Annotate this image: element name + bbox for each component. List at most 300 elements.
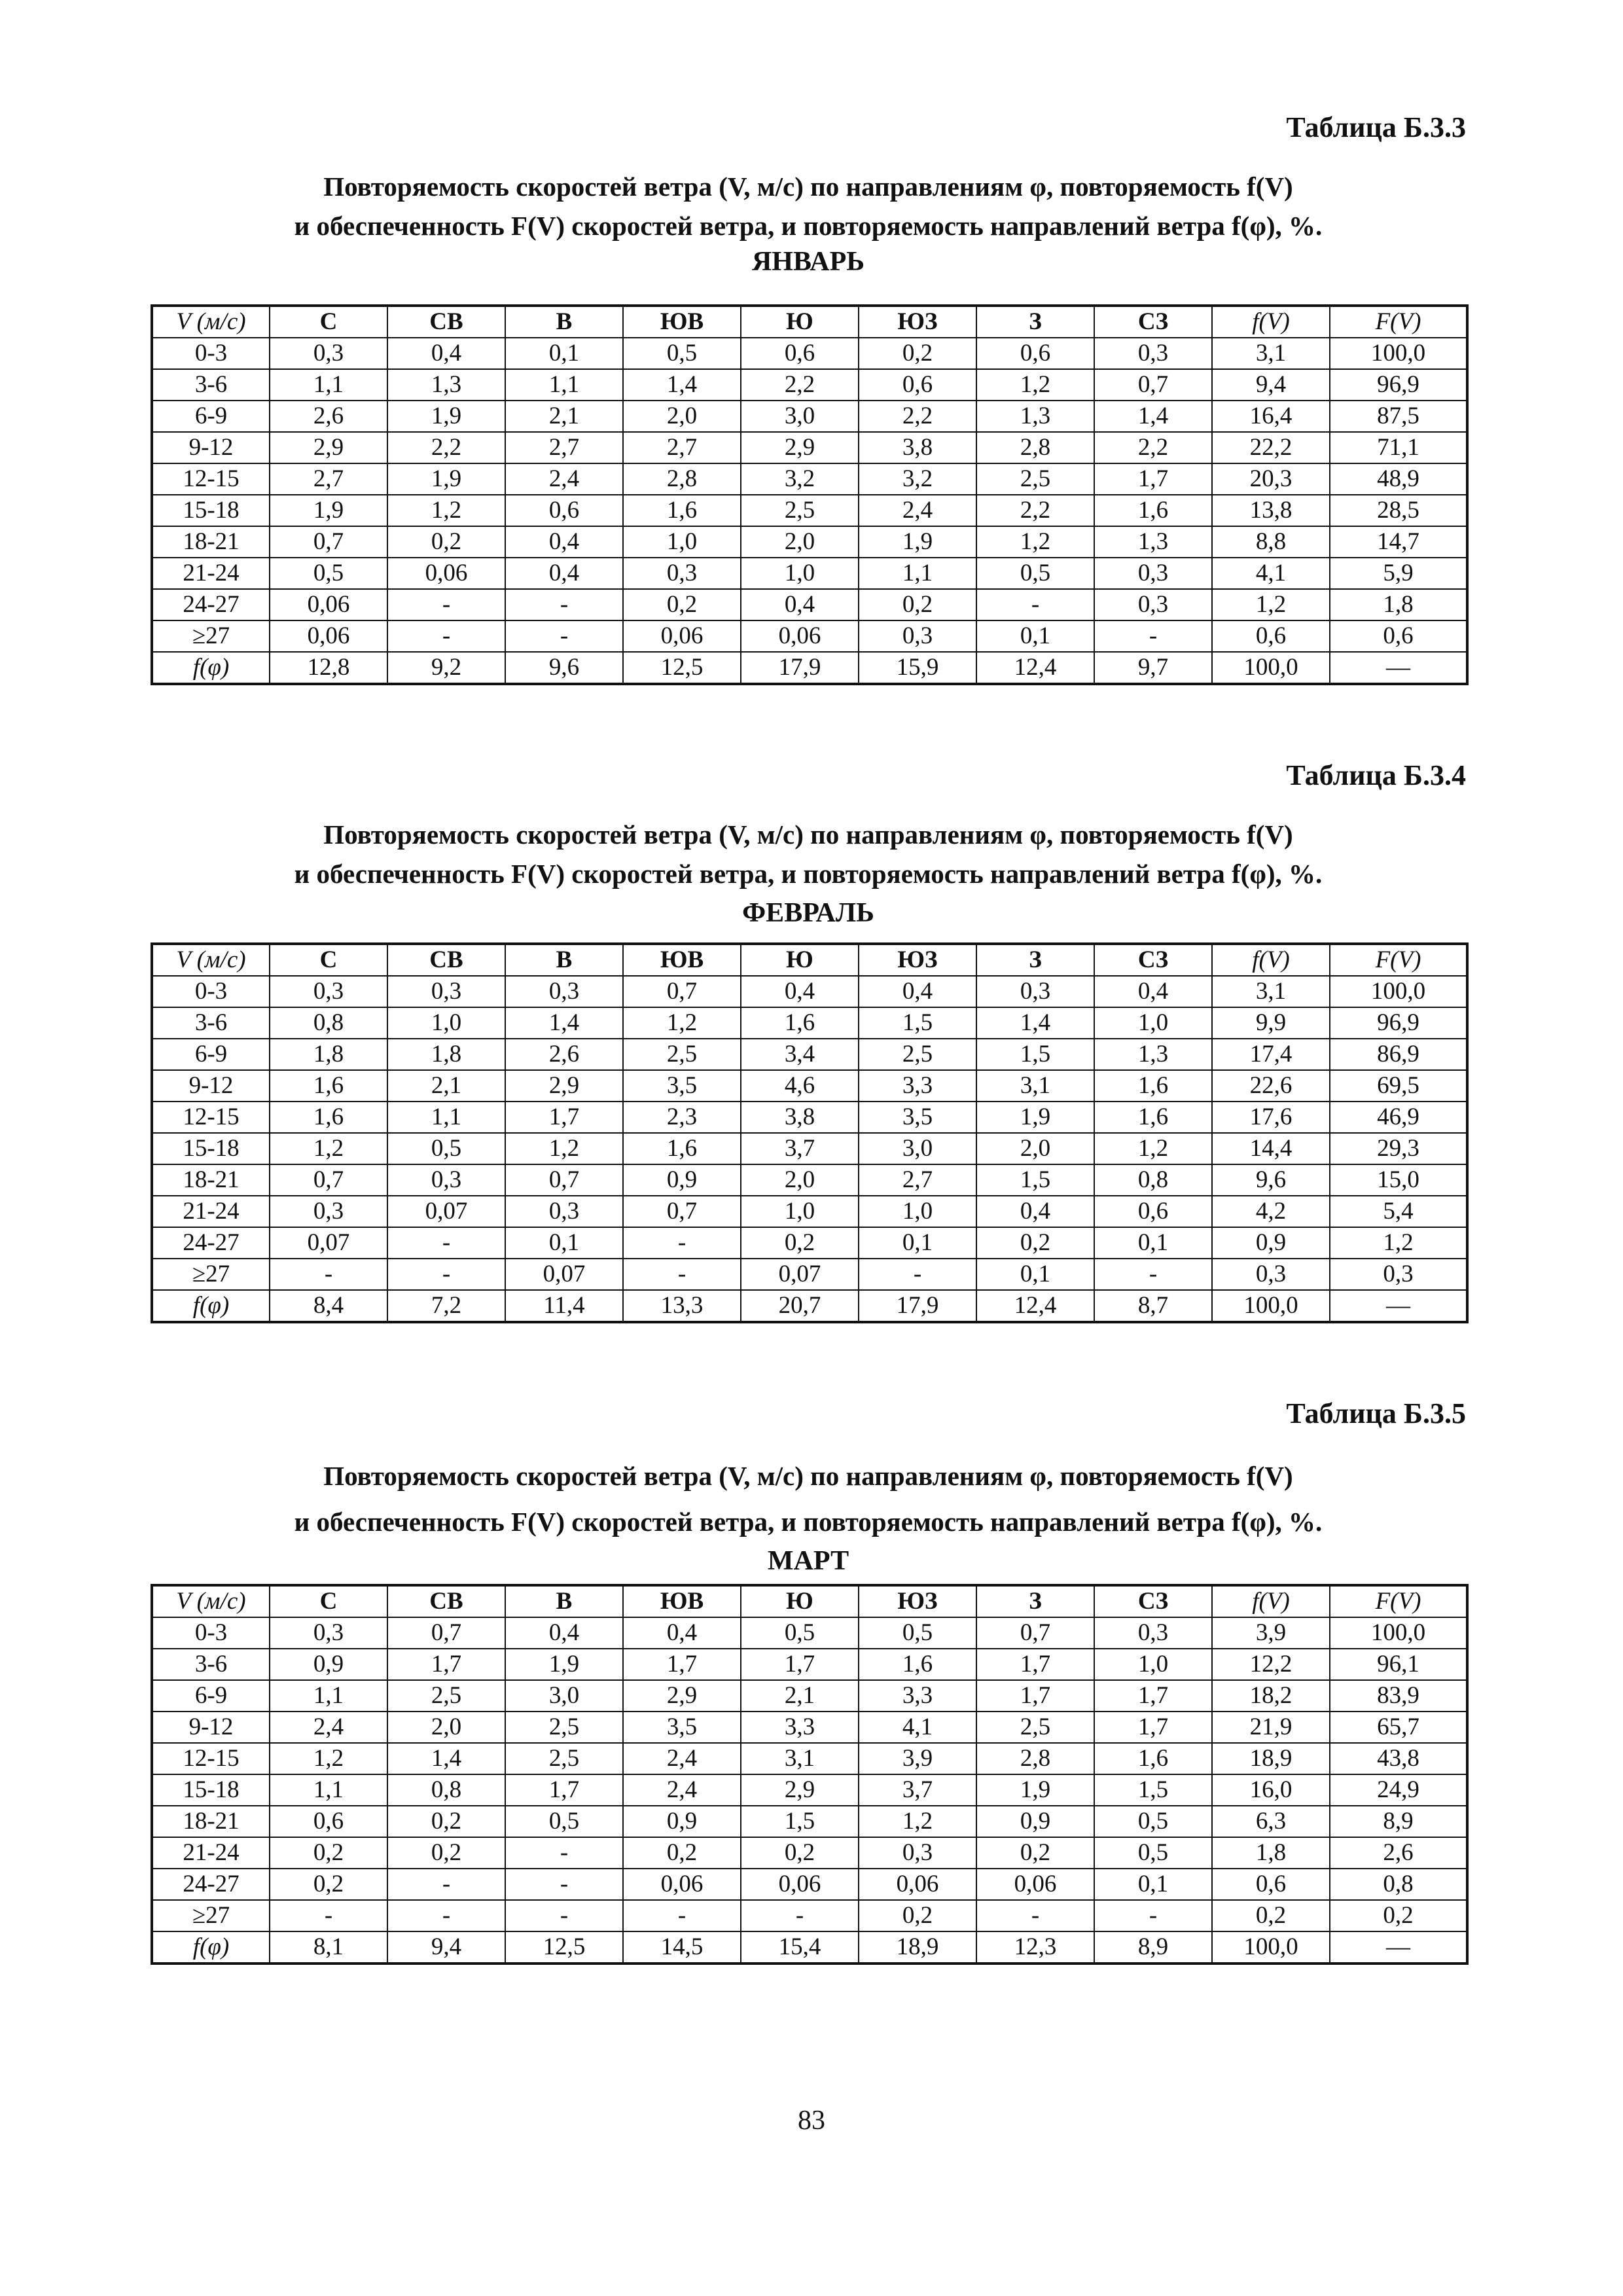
table-title-line-2: и обеспеченность F(V) скоростей ветра, и повторяемость направлений ветра f(φ), %. bbox=[294, 1507, 1323, 1537]
table-cell: 0,2 bbox=[976, 1227, 1094, 1259]
table-cell: 1,1 bbox=[859, 558, 976, 589]
table-cell: 1,4 bbox=[505, 1007, 623, 1039]
row-label-cell: 0-3 bbox=[152, 976, 270, 1007]
table-cell: 100,0 bbox=[1330, 338, 1467, 369]
row-label-cell: 9-12 bbox=[152, 1070, 270, 1102]
table-cell: 0,8 bbox=[387, 1774, 505, 1806]
column-header: Ю bbox=[741, 306, 859, 338]
table-cell: 96,9 bbox=[1330, 1007, 1467, 1039]
table-cell: 0,9 bbox=[270, 1649, 387, 1680]
table-cell: 0,6 bbox=[976, 338, 1094, 369]
table-cell: 1,6 bbox=[741, 1007, 859, 1039]
table-cell: 2,1 bbox=[505, 401, 623, 432]
table-cell: 0,06 bbox=[387, 558, 505, 589]
table-cell: 0,4 bbox=[505, 1617, 623, 1649]
column-header: СВ bbox=[387, 944, 505, 976]
table-cell: 0,6 bbox=[1212, 620, 1330, 652]
table-cell: 1,2 bbox=[505, 1133, 623, 1164]
table-cell: 3,7 bbox=[859, 1774, 976, 1806]
table-cell: 29,3 bbox=[1330, 1133, 1467, 1164]
table-cell: 0,4 bbox=[505, 526, 623, 558]
table-cell: 9,4 bbox=[1212, 369, 1330, 401]
table-cell: 0,2 bbox=[976, 1837, 1094, 1869]
table-cell: 0,9 bbox=[976, 1806, 1094, 1837]
table-cell: 2,5 bbox=[505, 1743, 623, 1774]
row-label-cell: 0-3 bbox=[152, 338, 270, 369]
table-cell: 4,2 bbox=[1212, 1196, 1330, 1227]
page-number: 83 bbox=[798, 2106, 825, 2136]
table-cell: 3,0 bbox=[505, 1680, 623, 1712]
table-cell: 1,3 bbox=[1094, 1039, 1212, 1070]
table-cell: 1,6 bbox=[1094, 495, 1212, 526]
column-header: С bbox=[270, 1585, 387, 1617]
table-cell: 2,0 bbox=[387, 1712, 505, 1743]
row-label-cell: 12-15 bbox=[152, 1102, 270, 1133]
table-cell: 17,6 bbox=[1212, 1102, 1330, 1133]
row-label-cell: 3-6 bbox=[152, 1007, 270, 1039]
header-row bbox=[152, 944, 1467, 976]
table-title-line-2: и обеспеченность F(V) скоростей ветра, и повторяемость направлений ветра f(φ), %. bbox=[294, 211, 1323, 241]
table-cell: - bbox=[623, 1900, 741, 1931]
table-cell: 71,1 bbox=[1330, 432, 1467, 463]
table-row bbox=[152, 1290, 1467, 1322]
column-header: V (м/с) bbox=[152, 1585, 270, 1617]
table-cell: 1,5 bbox=[859, 1007, 976, 1039]
table-cell: 0,2 bbox=[1330, 1900, 1467, 1931]
table-cell: 1,7 bbox=[387, 1649, 505, 1680]
table-row bbox=[152, 1617, 1467, 1649]
table-cell: 0,1 bbox=[1094, 1869, 1212, 1900]
table-cell: 1,2 bbox=[623, 1007, 741, 1039]
table-row bbox=[152, 1102, 1467, 1133]
table-cell: 13,3 bbox=[623, 1290, 741, 1322]
column-header: СЗ bbox=[1094, 306, 1212, 338]
table-cell: - bbox=[270, 1259, 387, 1290]
table-cell: 2,6 bbox=[1330, 1837, 1467, 1869]
table-cell: - bbox=[387, 1869, 505, 1900]
table-cell: 0,3 bbox=[1094, 589, 1212, 620]
table-cell: 0,6 bbox=[741, 338, 859, 369]
table-cell: 2,5 bbox=[741, 495, 859, 526]
table-cell: 0,3 bbox=[1330, 1259, 1467, 1290]
table-row bbox=[152, 1164, 1467, 1196]
table-cell: 0,5 bbox=[741, 1617, 859, 1649]
table-cell: 2,2 bbox=[1094, 432, 1212, 463]
table-cell: 12,4 bbox=[976, 652, 1094, 684]
table-cell: - bbox=[505, 589, 623, 620]
table-cell: - bbox=[387, 620, 505, 652]
table-cell: 2,5 bbox=[505, 1712, 623, 1743]
table-cell: 12,2 bbox=[1212, 1649, 1330, 1680]
table-cell: 0,06 bbox=[270, 589, 387, 620]
row-label-cell: 24-27 bbox=[152, 589, 270, 620]
table-cell: 2,0 bbox=[623, 401, 741, 432]
row-label-cell: 21-24 bbox=[152, 558, 270, 589]
row-label-cell: f(φ) bbox=[152, 1290, 270, 1322]
row-label-cell: 21-24 bbox=[152, 1196, 270, 1227]
table-cell: 3,8 bbox=[859, 432, 976, 463]
table-cell: 2,8 bbox=[976, 1743, 1094, 1774]
table-cell: 0,06 bbox=[741, 1869, 859, 1900]
table-cell: 2,2 bbox=[387, 432, 505, 463]
table-cell: 0,4 bbox=[505, 558, 623, 589]
table-cell: - bbox=[505, 1900, 623, 1931]
table-cell: 1,0 bbox=[1094, 1007, 1212, 1039]
table-cell: 2,9 bbox=[505, 1070, 623, 1102]
table-row bbox=[152, 463, 1467, 495]
table-cell: 1,2 bbox=[387, 495, 505, 526]
table-row bbox=[152, 1900, 1467, 1931]
table-cell: 18,9 bbox=[859, 1931, 976, 1964]
table-cell: 1,0 bbox=[623, 526, 741, 558]
table-cell: 2,0 bbox=[741, 526, 859, 558]
table-cell: 0,5 bbox=[270, 558, 387, 589]
table-cell: 3,1 bbox=[976, 1070, 1094, 1102]
table-cell: 0,6 bbox=[1212, 1869, 1330, 1900]
table-cell: 2,4 bbox=[270, 1712, 387, 1743]
row-label-cell: 6-9 bbox=[152, 1680, 270, 1712]
table-cell: 1,5 bbox=[976, 1164, 1094, 1196]
table-cell: 14,4 bbox=[1212, 1133, 1330, 1164]
table-cell: 2,4 bbox=[505, 463, 623, 495]
table-row bbox=[152, 1070, 1467, 1102]
table-title-line-1: Повторяемость скоростей ветра (V, м/с) по направлениям φ, повторяемость f(V) bbox=[323, 1461, 1293, 1491]
table-cell: 4,6 bbox=[741, 1070, 859, 1102]
table-cell: 3,9 bbox=[859, 1743, 976, 1774]
table-cell: 0,4 bbox=[859, 976, 976, 1007]
table-cell: 21,9 bbox=[1212, 1712, 1330, 1743]
table-cell: 1,2 bbox=[1094, 1133, 1212, 1164]
table-cell: 1,9 bbox=[270, 495, 387, 526]
table-cell: 1,6 bbox=[1094, 1743, 1212, 1774]
table-cell: 0,7 bbox=[1094, 369, 1212, 401]
row-label-cell: 0-3 bbox=[152, 1617, 270, 1649]
row-label-cell: 3-6 bbox=[152, 369, 270, 401]
month-heading: МАРТ bbox=[767, 1546, 849, 1576]
table-cell: 3,9 bbox=[1212, 1617, 1330, 1649]
table-cell: 1,0 bbox=[1094, 1649, 1212, 1680]
table-cell: 2,8 bbox=[976, 432, 1094, 463]
table-cell: 1,2 bbox=[270, 1743, 387, 1774]
table-cell: 0,2 bbox=[270, 1869, 387, 1900]
table-cell: 2,3 bbox=[623, 1102, 741, 1133]
table-row bbox=[152, 1007, 1467, 1039]
row-label-cell: 12-15 bbox=[152, 1743, 270, 1774]
wind-table bbox=[151, 304, 1469, 685]
table-cell: 9,6 bbox=[505, 652, 623, 684]
column-header: F(V) bbox=[1330, 944, 1467, 976]
column-header: f(V) bbox=[1212, 944, 1330, 976]
header-row bbox=[152, 1585, 1467, 1617]
column-header: СВ bbox=[387, 1585, 505, 1617]
table-cell: 24,9 bbox=[1330, 1774, 1467, 1806]
row-label-cell: 9-12 bbox=[152, 1712, 270, 1743]
table-cell: - bbox=[387, 1227, 505, 1259]
table-cell: 2,7 bbox=[623, 432, 741, 463]
table-cell: 4,1 bbox=[859, 1712, 976, 1743]
table-cell: 0,9 bbox=[623, 1164, 741, 1196]
table-cell: 15,4 bbox=[741, 1931, 859, 1964]
table-cell: 0,2 bbox=[387, 1806, 505, 1837]
table-cell: - bbox=[859, 1259, 976, 1290]
table-cell: 3,3 bbox=[859, 1680, 976, 1712]
table-cell: 0,1 bbox=[976, 1259, 1094, 1290]
table-cell: 1,1 bbox=[387, 1102, 505, 1133]
column-header: В bbox=[505, 306, 623, 338]
row-label-cell: f(φ) bbox=[152, 1931, 270, 1964]
table-cell: 4,1 bbox=[1212, 558, 1330, 589]
table-cell: 8,9 bbox=[1094, 1931, 1212, 1964]
table-label: Таблица Б.3.4 bbox=[1286, 759, 1466, 791]
table-row bbox=[152, 1712, 1467, 1743]
table-cell: 0,5 bbox=[1094, 1837, 1212, 1869]
table-cell: 9,2 bbox=[387, 652, 505, 684]
column-header: f(V) bbox=[1212, 1585, 1330, 1617]
table-cell: 0,2 bbox=[623, 589, 741, 620]
column-header: ЮЗ bbox=[859, 306, 976, 338]
table-cell: 5,9 bbox=[1330, 558, 1467, 589]
table-cell: 14,5 bbox=[623, 1931, 741, 1964]
table-cell: 0,3 bbox=[859, 620, 976, 652]
table-cell: 1,1 bbox=[270, 1774, 387, 1806]
table-cell: 1,7 bbox=[976, 1649, 1094, 1680]
table-cell: 2,5 bbox=[976, 463, 1094, 495]
table-cell: 1,4 bbox=[623, 369, 741, 401]
row-label-cell: 9-12 bbox=[152, 432, 270, 463]
row-label-cell: 15-18 bbox=[152, 1774, 270, 1806]
table-cell: 2,5 bbox=[623, 1039, 741, 1070]
table-cell: 1,7 bbox=[741, 1649, 859, 1680]
table-cell: - bbox=[741, 1900, 859, 1931]
table-cell: 3,0 bbox=[741, 401, 859, 432]
table-cell: 0,2 bbox=[623, 1837, 741, 1869]
table-cell: 15,0 bbox=[1330, 1164, 1467, 1196]
table-cell: 12,3 bbox=[976, 1931, 1094, 1964]
table-cell: 7,2 bbox=[387, 1290, 505, 1322]
table-cell: 100,0 bbox=[1212, 1931, 1330, 1964]
table-row bbox=[152, 338, 1467, 369]
table-cell: 0,3 bbox=[859, 1837, 976, 1869]
table-cell: 0,6 bbox=[1094, 1196, 1212, 1227]
table-cell: - bbox=[976, 1900, 1094, 1931]
table-row bbox=[152, 1869, 1467, 1900]
table-cell: 0,06 bbox=[741, 620, 859, 652]
table-cell: 0,3 bbox=[505, 1196, 623, 1227]
table-cell: 2,2 bbox=[976, 495, 1094, 526]
table-cell: 1,0 bbox=[387, 1007, 505, 1039]
table-row bbox=[152, 1196, 1467, 1227]
table-cell: 65,7 bbox=[1330, 1712, 1467, 1743]
row-label-cell: ≥27 bbox=[152, 620, 270, 652]
table-cell: 1,9 bbox=[976, 1774, 1094, 1806]
table-label: Таблица Б.3.5 bbox=[1286, 1397, 1466, 1429]
table-cell: 0,07 bbox=[387, 1196, 505, 1227]
table-row bbox=[152, 1774, 1467, 1806]
table-cell: 3,5 bbox=[623, 1712, 741, 1743]
table-cell: 8,9 bbox=[1330, 1806, 1467, 1837]
table-row bbox=[152, 1133, 1467, 1164]
table-cell: 46,9 bbox=[1330, 1102, 1467, 1133]
table-row bbox=[152, 652, 1467, 684]
table-cell: - bbox=[505, 620, 623, 652]
table-cell: 1,6 bbox=[623, 495, 741, 526]
table-cell: 1,2 bbox=[976, 369, 1094, 401]
table-cell: 16,0 bbox=[1212, 1774, 1330, 1806]
column-header: V (м/с) bbox=[152, 944, 270, 976]
header-row bbox=[152, 306, 1467, 338]
table-cell: 1,7 bbox=[505, 1102, 623, 1133]
table-row bbox=[152, 976, 1467, 1007]
row-label-cell: 18-21 bbox=[152, 526, 270, 558]
table-cell: 1,7 bbox=[1094, 463, 1212, 495]
table-cell: - bbox=[387, 1900, 505, 1931]
table-cell: 100,0 bbox=[1212, 1290, 1330, 1322]
row-label-cell: 15-18 bbox=[152, 495, 270, 526]
table-cell: 14,7 bbox=[1330, 526, 1467, 558]
table-cell: 0,5 bbox=[387, 1133, 505, 1164]
table-cell: 1,9 bbox=[859, 526, 976, 558]
table-cell: 1,3 bbox=[387, 369, 505, 401]
table-cell: 20,3 bbox=[1212, 463, 1330, 495]
table-cell: 48,9 bbox=[1330, 463, 1467, 495]
row-label-cell: 24-27 bbox=[152, 1869, 270, 1900]
table-cell: 3,7 bbox=[741, 1133, 859, 1164]
table-cell: 100,0 bbox=[1330, 1617, 1467, 1649]
table-row bbox=[152, 432, 1467, 463]
column-header: ЮЗ bbox=[859, 1585, 976, 1617]
table-cell: 18,9 bbox=[1212, 1743, 1330, 1774]
table-row bbox=[152, 1931, 1467, 1964]
row-label-cell: 12-15 bbox=[152, 463, 270, 495]
table-cell: 0,4 bbox=[741, 589, 859, 620]
table-cell: 0,07 bbox=[270, 1227, 387, 1259]
table-cell: 0,3 bbox=[387, 976, 505, 1007]
table-cell: 1,2 bbox=[270, 1133, 387, 1164]
table-cell: - bbox=[1094, 1900, 1212, 1931]
table-cell: 2,5 bbox=[859, 1039, 976, 1070]
table-cell: 0,2 bbox=[387, 526, 505, 558]
table-cell: 0,5 bbox=[976, 558, 1094, 589]
table-cell: 1,2 bbox=[976, 526, 1094, 558]
table-cell: 1,6 bbox=[270, 1070, 387, 1102]
table-cell: 5,4 bbox=[1330, 1196, 1467, 1227]
table-cell: 8,7 bbox=[1094, 1290, 1212, 1322]
table-row bbox=[152, 1680, 1467, 1712]
table-cell: 0,2 bbox=[387, 1837, 505, 1869]
table-cell: 96,1 bbox=[1330, 1649, 1467, 1680]
column-header: Ю bbox=[741, 1585, 859, 1617]
table-cell: - bbox=[505, 1869, 623, 1900]
table-row bbox=[152, 1227, 1467, 1259]
table-cell: 0,3 bbox=[623, 558, 741, 589]
table-cell: - bbox=[505, 1837, 623, 1869]
table-cell: 3,1 bbox=[741, 1743, 859, 1774]
table-cell: - bbox=[1094, 1259, 1212, 1290]
table-cell: 0,3 bbox=[270, 338, 387, 369]
table-cell: 1,6 bbox=[623, 1133, 741, 1164]
table-cell: 17,4 bbox=[1212, 1039, 1330, 1070]
table-cell: 3,5 bbox=[623, 1070, 741, 1102]
table-cell: 1,5 bbox=[1094, 1774, 1212, 1806]
table-row bbox=[152, 1743, 1467, 1774]
table-cell: 3,5 bbox=[859, 1102, 976, 1133]
table-cell: 1,0 bbox=[741, 1196, 859, 1227]
table-cell: 1,8 bbox=[1330, 589, 1467, 620]
table-row bbox=[152, 526, 1467, 558]
table-cell: 0,8 bbox=[270, 1007, 387, 1039]
table-cell: 0,06 bbox=[859, 1869, 976, 1900]
table-cell: 0,1 bbox=[859, 1227, 976, 1259]
table-cell: 9,4 bbox=[387, 1931, 505, 1964]
table-cell: 9,7 bbox=[1094, 652, 1212, 684]
table-cell: 9,9 bbox=[1212, 1007, 1330, 1039]
table-cell: — bbox=[1330, 1931, 1467, 1964]
table-cell: 3,8 bbox=[741, 1102, 859, 1133]
table-cell: 3,4 bbox=[741, 1039, 859, 1070]
column-header: f(V) bbox=[1212, 306, 1330, 338]
table-row bbox=[152, 401, 1467, 432]
table-cell: 0,5 bbox=[623, 338, 741, 369]
row-label-cell: ≥27 bbox=[152, 1900, 270, 1931]
table-cell: - bbox=[976, 589, 1094, 620]
table-cell: 2,9 bbox=[623, 1680, 741, 1712]
month-heading: ЯНВАРЬ bbox=[751, 247, 865, 277]
table-cell: 0,9 bbox=[1212, 1227, 1330, 1259]
column-header: ЮВ bbox=[623, 306, 741, 338]
column-header: С bbox=[270, 306, 387, 338]
table-cell: 0,4 bbox=[623, 1617, 741, 1649]
table-cell: 1,6 bbox=[859, 1649, 976, 1680]
table-cell: 2,2 bbox=[859, 401, 976, 432]
table-cell: — bbox=[1330, 1290, 1467, 1322]
table-cell: 0,9 bbox=[623, 1806, 741, 1837]
table-cell: 43,8 bbox=[1330, 1743, 1467, 1774]
table-cell: 20,7 bbox=[741, 1290, 859, 1322]
column-header: ЮВ bbox=[623, 1585, 741, 1617]
table-row bbox=[152, 1837, 1467, 1869]
table-cell: 2,4 bbox=[623, 1774, 741, 1806]
table-cell: 0,07 bbox=[505, 1259, 623, 1290]
column-header: V (м/с) bbox=[152, 306, 270, 338]
table-cell: 2,5 bbox=[976, 1712, 1094, 1743]
table-cell: 11,4 bbox=[505, 1290, 623, 1322]
row-label-cell: ≥27 bbox=[152, 1259, 270, 1290]
table-cell: 1,9 bbox=[505, 1649, 623, 1680]
table-cell: 1,8 bbox=[1212, 1837, 1330, 1869]
table-cell: - bbox=[387, 1259, 505, 1290]
table-cell: 1,7 bbox=[976, 1680, 1094, 1712]
table-cell: 1,9 bbox=[976, 1102, 1094, 1133]
table-cell: 2,1 bbox=[741, 1680, 859, 1712]
table-cell: 8,1 bbox=[270, 1931, 387, 1964]
table-cell: 8,4 bbox=[270, 1290, 387, 1322]
table-cell: 3,3 bbox=[859, 1070, 976, 1102]
table-cell: 13,8 bbox=[1212, 495, 1330, 526]
table-row bbox=[152, 495, 1467, 526]
table-cell: 0,2 bbox=[1212, 1900, 1330, 1931]
table-row bbox=[152, 620, 1467, 652]
table-cell: - bbox=[623, 1259, 741, 1290]
table-cell: 0,7 bbox=[387, 1617, 505, 1649]
table-cell: 6,3 bbox=[1212, 1806, 1330, 1837]
table-cell: 1,9 bbox=[387, 463, 505, 495]
table-cell: 0,3 bbox=[1212, 1259, 1330, 1290]
table-cell: 2,5 bbox=[387, 1680, 505, 1712]
table-row bbox=[152, 1649, 1467, 1680]
table-cell: 0,6 bbox=[1330, 620, 1467, 652]
table-cell: 3,2 bbox=[859, 463, 976, 495]
table-cell: 0,8 bbox=[1094, 1164, 1212, 1196]
